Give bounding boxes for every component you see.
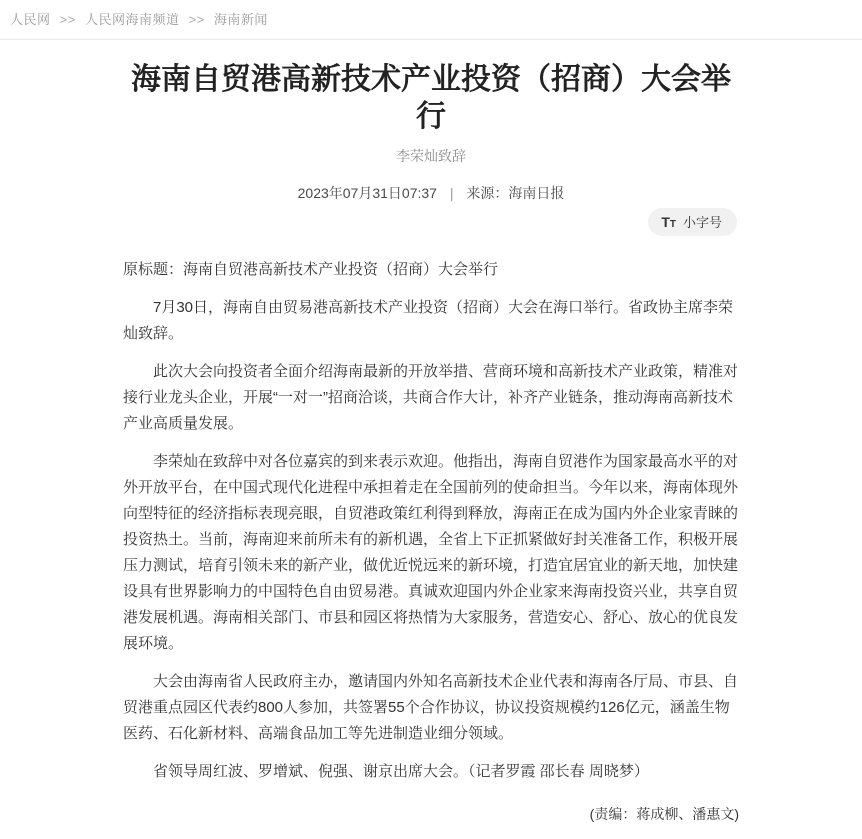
source-link[interactable]: 海南日报 (508, 185, 565, 201)
article-body (123, 257, 739, 839)
article-title: 海南自贸港高新技术产业投资（招商）大会举行 (131, 63, 731, 133)
font-size-icon (661, 214, 676, 230)
article-paragraph: 李荣灿在致辞中对各位嘉宾的到来表示欢迎。他指出，海南自贸港作为国家最高水平的对外开放平台，在中国式现代化进程中承担着走在全国前列的使命担当。今年以来，海南体现外向型特征的经济指标表现亮眼，自贸港政策红利得到释放，海南正在成为国内外企业家青睐的投资热土。当前，海南迎来前所未有的新机遇，全省上下正抓紧做好封关准备工作，积极开展压力测试，培育引领未来的新产业，做优近悦远来的新环境，打造宜居宜业的新天地，加快建设具有世界影响力的中国特色自由贸易港。真诚欢迎国内外企业家来海南投资兴业，共享自贸港发展机遇。海南相关部门、市县和园区将热情为大家服务，营造安心、舒心、放心的优良发展环境。 (123, 453, 739, 652)
article-container (123, 61, 739, 839)
font-size-button[interactable] (648, 208, 737, 236)
breadcrumb-separator: >> (188, 12, 205, 27)
font-size-icon-large-t: T (661, 214, 670, 230)
editor-note: (责编：蒋成柳、潘惠文) (589, 806, 739, 822)
breadcrumb (0, 0, 862, 40)
original-title-label: 原标题： (123, 261, 184, 278)
publish-date: 2023年07月31日07:37 (297, 185, 437, 201)
article-paragraph: 大会由海南省人民政府主办，邀请国内外知名高新技术企业代表和海南各厅局、市县、自贸港重点园区代表约800人参加，共签署55个合作协议，协议投资规模约126亿元，涵盖生物医药、石化新材料、高端食品加工等先进制造业细分领域。 (123, 673, 739, 742)
original-title-text: 海南自贸港高新技术产业投资（招商）大会举行 (183, 261, 499, 278)
breadcrumb-item-people-net[interactable]: 人民网 (10, 12, 51, 27)
breadcrumb-item-hainan-news[interactable]: 海南新闻 (213, 12, 268, 27)
meta-separator: | (449, 185, 454, 201)
article-paragraph: 7月30日，海南自由贸易港高新技术产业投资（招商）大会在海口举行。省政协主席李荣灿致辞。 (123, 299, 734, 342)
breadcrumb-separator: >> (59, 12, 76, 27)
font-size-icon-small-t: T (669, 219, 676, 230)
font-size-button-label: 小字号 (682, 215, 722, 230)
source-label: 来源： (466, 185, 509, 201)
article-paragraph: 省领导周红波、罗增斌、倪强、谢京出席大会。（记者罗霞 邵长春 周晓梦） (153, 763, 649, 780)
article-toolbar (123, 208, 739, 236)
original-title-line (123, 257, 739, 283)
breadcrumb-item-hainan-channel[interactable]: 人民网海南频道 (84, 12, 180, 27)
article-subtitle: 李荣灿致辞 (396, 148, 466, 164)
article-paragraph: 此次大会向投资者全面介绍海南最新的开放举措、营商环境和高新技术产业政策，精准对接行业龙头企业，开展“一对一”招商洽谈，共商合作大计，补齐产业链条，推动海南高新技术产业高质量发展。 (123, 363, 739, 432)
article-meta (123, 183, 739, 203)
